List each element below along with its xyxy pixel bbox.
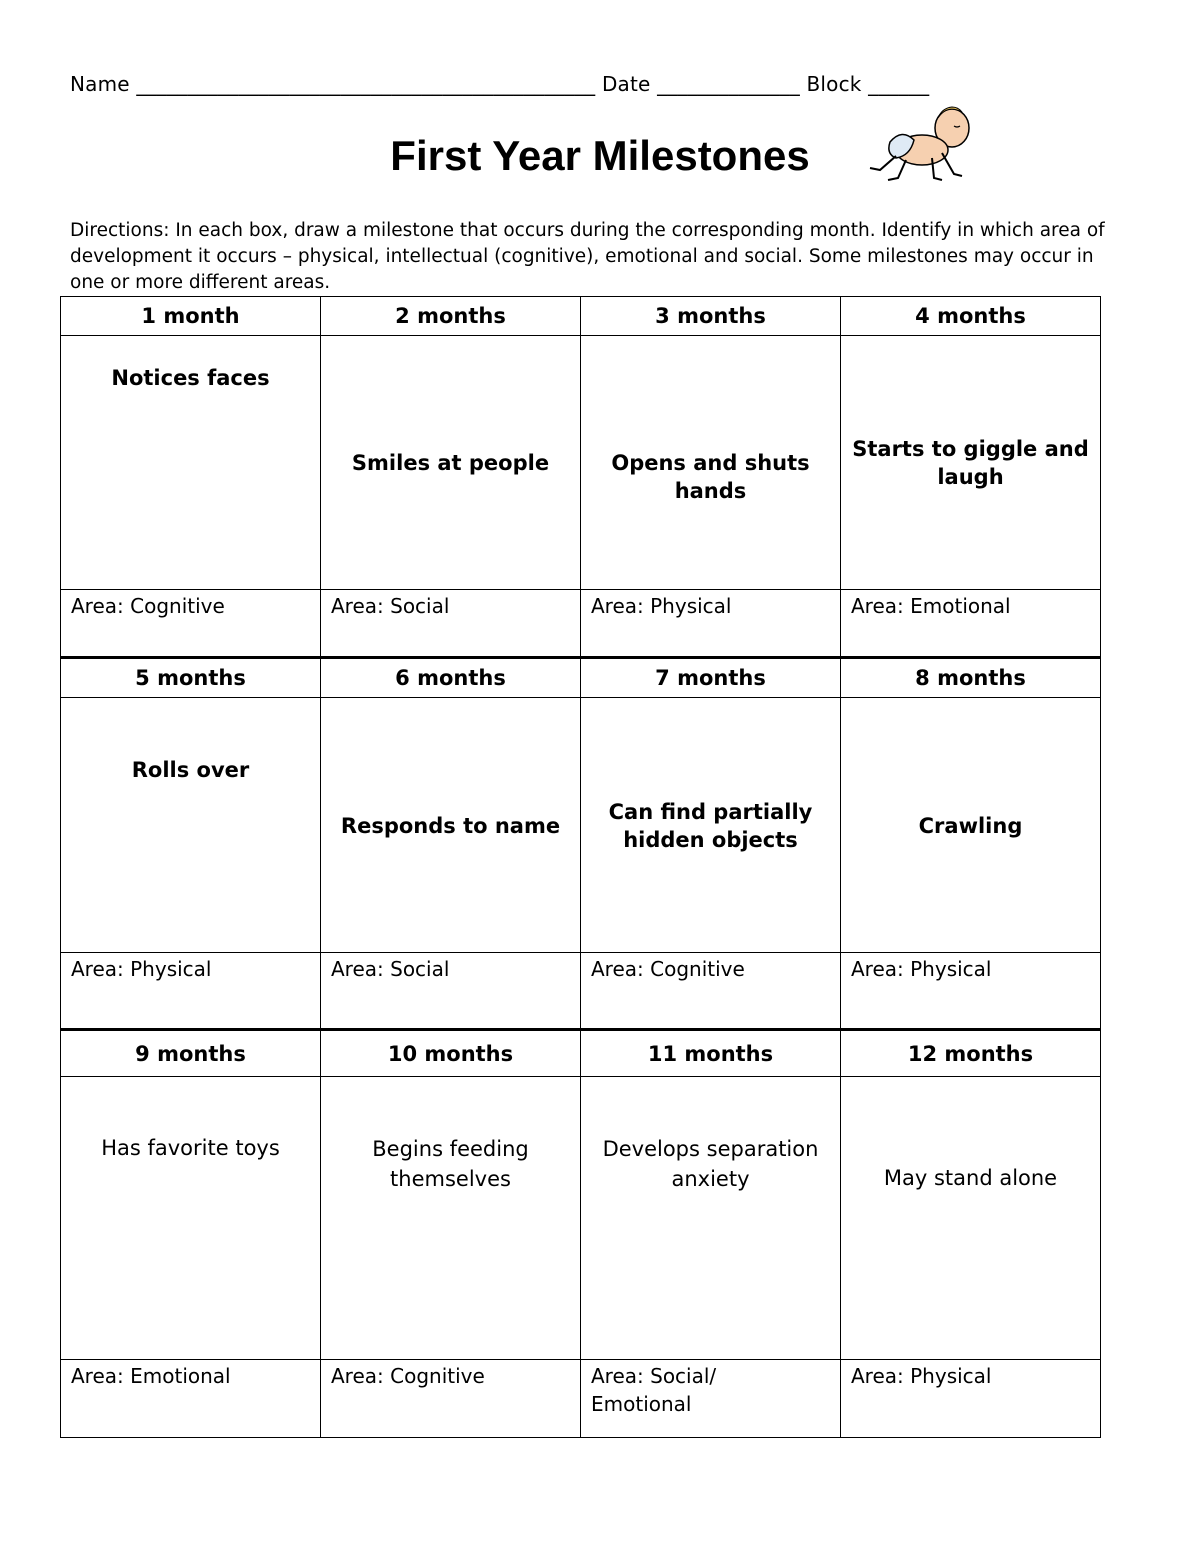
drawing-box[interactable] [61, 698, 321, 953]
month-header: 11 months [581, 1030, 841, 1077]
area-cell: Area: Social [321, 590, 581, 658]
area-cell: Area: Cognitive [61, 590, 321, 658]
area-cell: Area: Social/ Emotional [581, 1360, 841, 1438]
student-info-line [70, 72, 1110, 96]
month-header: 4 months [841, 297, 1101, 336]
month-header: 10 months [321, 1030, 581, 1077]
drawing-box[interactable] [841, 698, 1101, 953]
block-label: Block [806, 72, 862, 96]
month-header: 1 month [61, 297, 321, 336]
milestone-text: Starts to giggle and laugh [852, 437, 1089, 489]
month-header: 7 months [581, 658, 841, 698]
area-cell: Area: Physical [841, 1360, 1101, 1438]
month-header: 12 months [841, 1030, 1101, 1077]
block-field[interactable]: ______ [868, 72, 930, 96]
milestone-text: Opens and shuts hands [611, 451, 810, 503]
drawing-box[interactable] [841, 1077, 1101, 1360]
milestones-table [60, 296, 1101, 1438]
area-cell: Area: Emotional [841, 590, 1101, 658]
area-cell: Area: Cognitive [321, 1360, 581, 1438]
milestone-text: Notices faces [111, 366, 270, 390]
milestone-text: Rolls over [131, 758, 250, 782]
month-header: 5 months [61, 658, 321, 698]
milestone-text: Responds to name [340, 814, 561, 838]
milestone-text: Can find partially hidden objects [608, 800, 813, 852]
month-header: 8 months [841, 658, 1101, 698]
month-header: 6 months [321, 658, 581, 698]
milestone-text: May stand alone [883, 1166, 1058, 1190]
drawing-box[interactable] [321, 1077, 581, 1360]
name-label: Name [70, 72, 130, 96]
drawing-box[interactable] [581, 698, 841, 953]
drawing-box[interactable] [61, 336, 321, 590]
area-cell: Area: Physical [61, 953, 321, 1030]
month-header: 2 months [321, 297, 581, 336]
area-cell: Area: Cognitive [581, 953, 841, 1030]
drawing-box[interactable] [321, 698, 581, 953]
page-title: First Year Milestones [390, 132, 810, 179]
milestone-text: Develops separation anxiety [602, 1137, 819, 1191]
drawing-box[interactable] [581, 336, 841, 590]
drawing-box[interactable] [321, 336, 581, 590]
date-label: Date [601, 72, 651, 96]
month-header: 9 months [61, 1030, 321, 1077]
drawing-box[interactable] [841, 336, 1101, 590]
milestone-text: Has favorite toys [101, 1136, 280, 1160]
milestone-text: Begins feeding themselves [372, 1137, 529, 1191]
date-field[interactable]: ______________ [657, 72, 800, 96]
month-header: 3 months [581, 297, 841, 336]
area-cell: Area: Physical [841, 953, 1101, 1030]
name-field[interactable]: _____________________________________________ [136, 72, 596, 96]
area-cell: Area: Physical [581, 590, 841, 658]
area-cell: Area: Social [321, 953, 581, 1030]
milestone-text: Smiles at people [351, 451, 550, 475]
drawing-box[interactable] [581, 1077, 841, 1360]
milestone-text: Crawling [918, 814, 1023, 838]
crawling-baby-clipart [862, 98, 982, 193]
area-cell: Area: Emotional [61, 1360, 321, 1438]
directions-text: Directions: In each box, draw a milestone that occurs during the corresponding month. Identify in which area of development it occurs – physical, intellectual (cognitive), emotional and social. Some milestones may occur in one or more different areas. [70, 220, 1105, 293]
drawing-box[interactable] [61, 1077, 321, 1360]
